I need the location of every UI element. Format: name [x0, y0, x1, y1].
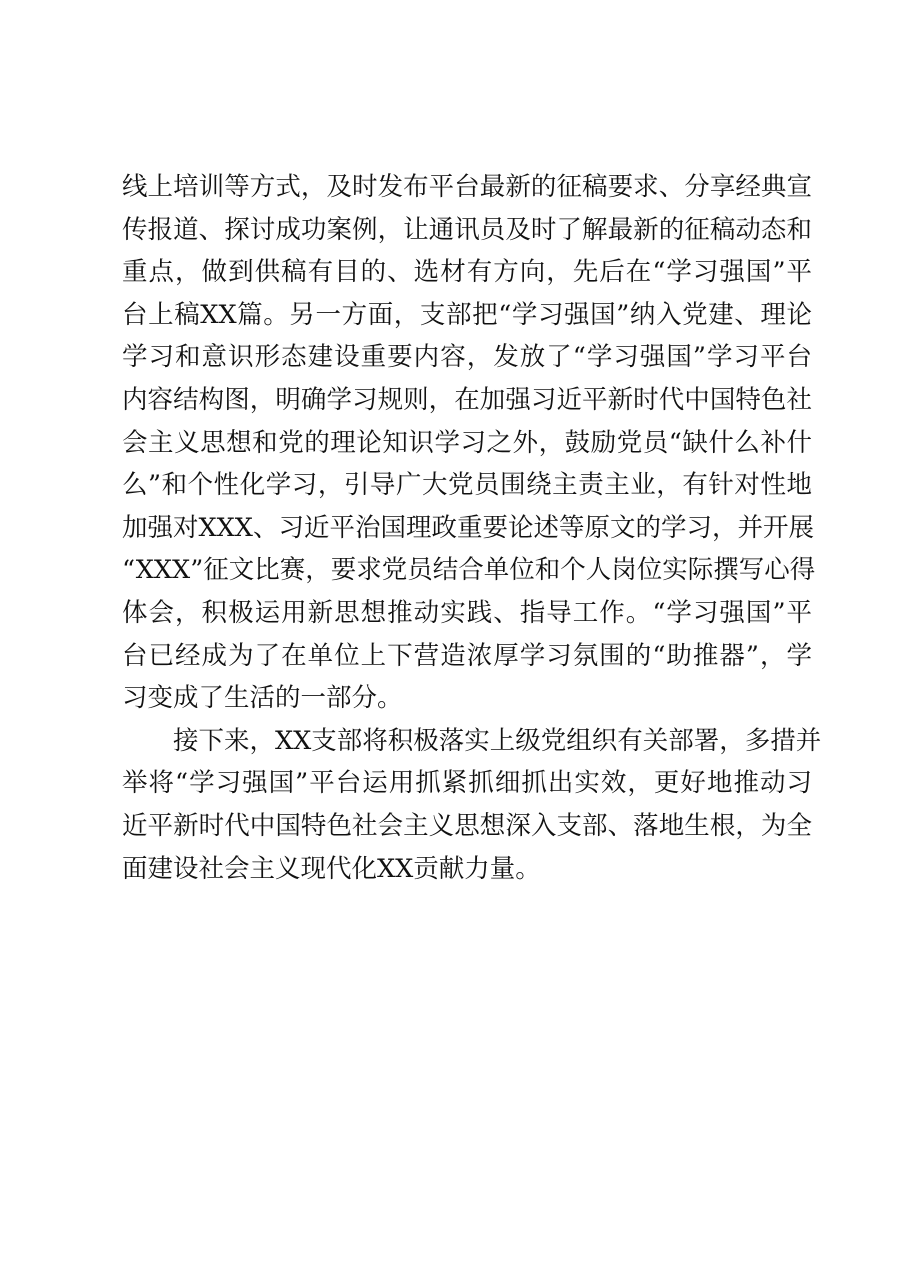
text-line: 习变成了生活的一部分。	[122, 683, 403, 714]
text-line: 接下来，XX支部将积极落实上级党组织有关部署，多措并	[173, 725, 822, 756]
text-line: 会主义思想和党的理论知识学习之外，鼓励党员“缺什么补什	[122, 427, 812, 458]
paragraph-1	[122, 166, 816, 720]
text-line: “XXX”征文比赛，要求党员结合单位和个人岗位实际撰写心得	[122, 555, 816, 586]
text-line: 线上培训等方式，及时发布平台最新的征稿要求、分享经典宣	[122, 172, 812, 202]
text-line: 重点，做到供稿有目的、选材有方向，先后在“学习强国”平	[122, 257, 812, 288]
text-line: 么”和个性化学习，引导广大党员围绕主责主业，有针对性地	[122, 470, 812, 501]
text-line: 体会，积极运用新思想推动实践、指导工作。“学习强国”平	[122, 597, 812, 628]
text-line: 加强对XXX、习近平治国理政重要论述等原文的学习，并开展	[122, 512, 814, 543]
text-line: 传报道、探讨成功案例，让通讯员及时了解最新的征稿动态和	[122, 214, 812, 245]
document-body	[122, 166, 822, 890]
text-line: 举将“学习强国”平台运用抓紧抓细抓出实效，更好地推动习	[122, 768, 812, 799]
text-line: 内容结构图，明确学习规则，在加强习近平新时代中国特色社	[122, 384, 812, 415]
text-line: 台已经成为了在单位上下营造浓厚学习氛围的“助推器”，学	[122, 640, 812, 671]
text-line: 近平新时代中国特色社会主义思想深入支部、落地生根，为全	[122, 810, 812, 841]
text-line: 面建设社会主义现代化XX贡献力量。	[122, 853, 541, 884]
paragraph-2	[122, 720, 822, 890]
text-line: 学习和意识形态建设重要内容，发放了“学习强国”学习平台	[122, 342, 812, 373]
text-line: 台上稿XX篇。另一方面，支部把“学习强国”纳入党建、理论	[122, 299, 812, 330]
